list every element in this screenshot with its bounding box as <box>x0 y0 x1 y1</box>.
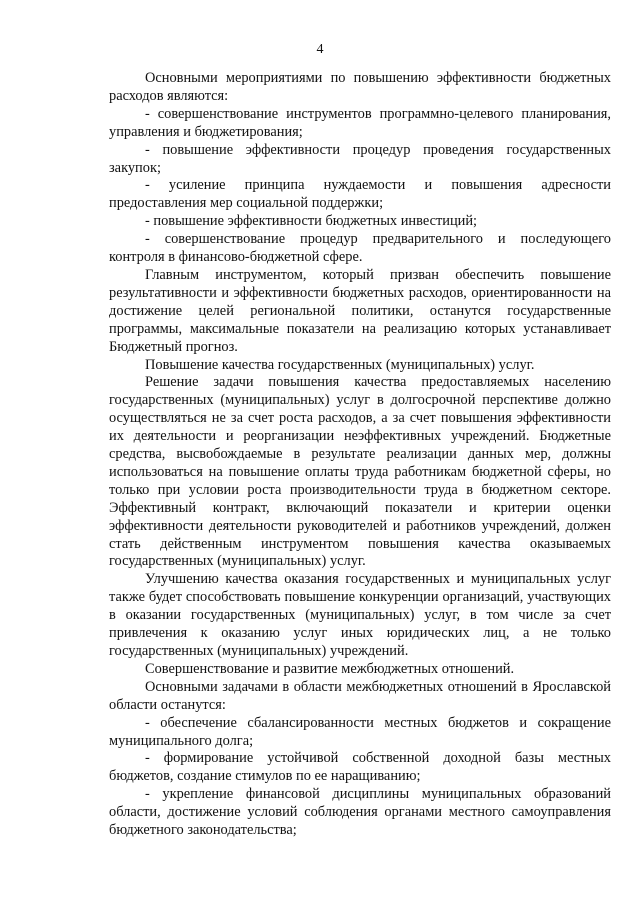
list-item-procurement: - повышение эффективности процедур проведения государственных закупок; <box>109 141 611 176</box>
page-number: 4 <box>316 42 324 57</box>
list-item-social-support: - усиление принципа нуждаемости и повышения адресности предоставления мер социальной поддержки; <box>109 177 611 212</box>
paragraph-interbudget-tasks-intro: Основными задачами в области межбюджетных отношений в Ярославской области останутся: <box>109 678 611 713</box>
paragraph-state-programs: Главным инструментом, который призван обеспечить повышение результативности и эффективности бюджетных расходов, ориентированности на достижение целей региональной политики, останутся государственные программы, максимальные показатели на реализацию которых устанавливает Бюджетный прогноз. <box>109 266 611 355</box>
paragraph-expenditure-measures-intro: Основными мероприятиями по повышению эффективности бюджетных расходов являются: <box>109 70 611 104</box>
paragraph-service-quality: Решение задачи повышения качества предоставляемых населению государственных (муниципальных) услуг в долгосрочной перспективе должно осуществляться не за счет роста расходов, а за счет повышения эффективности их деятельности и реорганизации неэффективных учреждений. Бюджетные средства, высвобождаемые в результате реализации данных мер, должны использоваться на повышение оплаты труда работникам бюджетной сферы, но только при условии роста производительности труда в бюджетном секторе. Эффективный контракт, включающий показатели и критерии оценки эффективности деятельности руководителей и работников учреждений, должен стать действенным инструментом повышения качества оказываемых государственных (муниципальных) услуг. <box>109 374 611 570</box>
list-item-investments: - повышение эффективности бюджетных инвестиций; <box>145 213 478 230</box>
list-item-local-budget-balance: - обеспечение сбалансированности местных бюджетов и сокращение муниципального долга; <box>109 714 611 749</box>
list-item-financial-discipline: - укрепление финансовой дисциплины муниципальных образований области, достижение условий соблюдения органами местного самоуправления бюджетного законодательства; <box>109 786 611 839</box>
paragraph-competition: Улучшению качества оказания государственных и муниципальных услуг также будет способствовать повышение конкуренции организаций, участвующих в оказании государственных (муниципальных) услуг, в том числе за счет привлечения к оказанию услуг иных юридических лиц, а не только государственных (муниципальных) учреждений. <box>109 571 611 659</box>
list-item-financial-control: - совершенствование процедур предварительного и последующего контроля в финансово-бюджетной сфере. <box>109 231 611 266</box>
section-heading-interbudget-relations: Совершенствование и развитие межбюджетных отношений. <box>145 660 515 677</box>
document-body <box>109 70 611 840</box>
list-item-revenue-base: - формирование устойчивой собственной доходной базы местных бюджетов, создание стимулов по ее наращиванию; <box>109 750 611 785</box>
list-item-program-budgeting: - совершенствование инструментов программно-целевого планирования, управления и бюджетирования; <box>109 105 611 140</box>
section-heading-service-quality: Повышение качества государственных (муниципальных) услуг. <box>145 356 535 373</box>
